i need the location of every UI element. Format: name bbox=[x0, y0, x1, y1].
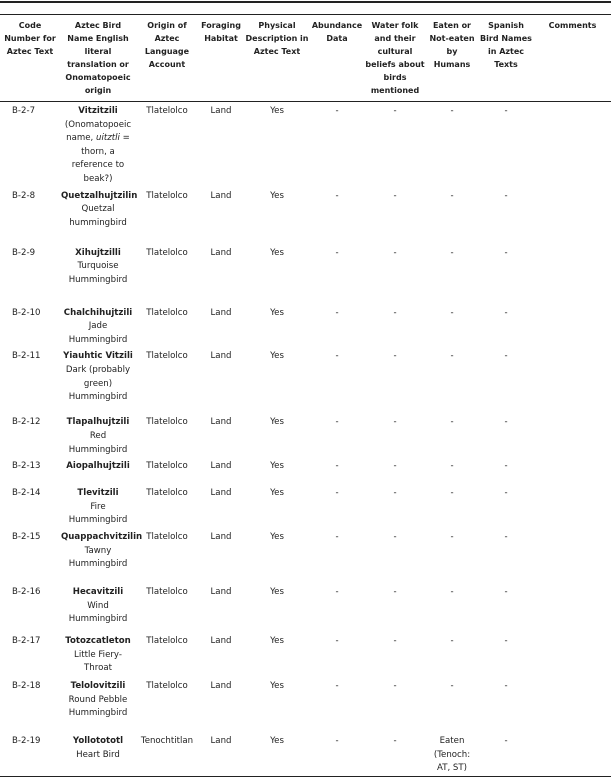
cell-origin: Tlatelolco bbox=[146, 586, 188, 597]
cell-water: - bbox=[393, 190, 397, 201]
cell-name bbox=[60, 304, 136, 348]
cell-phys: Yes bbox=[270, 635, 284, 646]
cell-name bbox=[60, 484, 136, 528]
cell-eaten: - bbox=[450, 680, 454, 691]
bird-name: Chalchihujtzili bbox=[63, 307, 133, 318]
cell-eaten: - bbox=[450, 531, 454, 542]
cell-phys: Yes bbox=[270, 351, 284, 362]
cell-abund: - bbox=[335, 307, 339, 318]
cell-habitat: Land bbox=[210, 586, 232, 597]
cell-origin: Tlatelolco bbox=[146, 307, 188, 318]
cell-eaten: - bbox=[450, 307, 454, 318]
cell-spanish: - bbox=[504, 247, 508, 258]
cell-habitat: Land bbox=[210, 190, 232, 201]
cell-water: - bbox=[393, 461, 397, 472]
bird-name: Aiopalhujtzili bbox=[66, 461, 130, 472]
column-header: Spanish Bird Names in Aztec Texts bbox=[480, 21, 532, 69]
cell-eaten: - bbox=[450, 586, 454, 597]
cell-spanish: - bbox=[504, 586, 508, 597]
bird-name: Yollotototl bbox=[72, 735, 124, 746]
table-row bbox=[0, 457, 611, 484]
cell-phys: Yes bbox=[270, 190, 284, 201]
cell-name bbox=[60, 677, 136, 732]
cell-habitat: Land bbox=[210, 635, 232, 646]
cell-abund: - bbox=[335, 531, 339, 542]
table-row bbox=[0, 677, 611, 732]
cell-spanish: - bbox=[504, 531, 508, 542]
column-header: Code Number for Aztec Text bbox=[4, 21, 56, 56]
table-row bbox=[0, 102, 611, 187]
cell-name bbox=[60, 244, 136, 304]
cell-name bbox=[60, 457, 136, 484]
cell-water: - bbox=[393, 307, 397, 318]
cell-water: - bbox=[393, 531, 397, 542]
bird-name: Tlapalhujtzili bbox=[66, 417, 130, 428]
cell-name bbox=[60, 187, 136, 244]
cell-habitat: Land bbox=[210, 307, 232, 318]
cell-abund: - bbox=[335, 190, 339, 201]
cell-habitat: Land bbox=[210, 488, 232, 499]
cell-phys: Yes bbox=[270, 488, 284, 499]
cell-origin: Tlatelolco bbox=[146, 488, 188, 499]
cell-water: - bbox=[393, 735, 397, 746]
cell-code: B-2-13 bbox=[12, 461, 41, 472]
cell-name bbox=[60, 413, 136, 457]
cell-origin: Tenochtitlan bbox=[140, 735, 194, 746]
cell-name bbox=[60, 347, 136, 413]
cell-abund: - bbox=[335, 247, 339, 258]
translation: Quetzal hummingbird bbox=[69, 204, 127, 228]
translation: Dark (probably green) Hummingbird bbox=[65, 364, 131, 403]
table-row bbox=[0, 484, 611, 528]
column-header: Physical Description in Aztec Text bbox=[245, 21, 309, 56]
translation: Turquoise Hummingbird bbox=[68, 261, 128, 285]
table-row bbox=[0, 632, 611, 677]
translation: Red Hummingbird bbox=[68, 430, 128, 455]
cell-water: - bbox=[393, 106, 397, 116]
table-row bbox=[0, 732, 611, 776]
translation: Fire Hummingbird bbox=[68, 501, 128, 526]
column-header: Origin of Aztec Language Account bbox=[144, 21, 190, 69]
cell-habitat: Land bbox=[210, 461, 232, 472]
cell-comments bbox=[534, 484, 611, 528]
cell-spanish: - bbox=[504, 680, 508, 691]
column-header: Water folk and their cultural beliefs about birds mentioned bbox=[365, 21, 425, 95]
cell-spanish: - bbox=[504, 635, 508, 646]
cell-spanish: - bbox=[504, 461, 508, 472]
cell-habitat: Land bbox=[210, 417, 232, 428]
translation: Tawny Hummingbird bbox=[68, 545, 128, 570]
cell-code: B-2-10 bbox=[12, 307, 41, 318]
translation: Jade Hummingbird bbox=[68, 321, 128, 345]
cell-origin: Tlatelolco bbox=[146, 351, 188, 362]
cell-abund: - bbox=[335, 488, 339, 499]
cell-water: - bbox=[393, 488, 397, 499]
cell-abund: - bbox=[335, 461, 339, 472]
cell-code: B-2-14 bbox=[12, 488, 41, 499]
cell-origin: Tlatelolco bbox=[146, 247, 188, 258]
cell-water: - bbox=[393, 635, 397, 646]
table-row bbox=[0, 187, 611, 244]
column-header: Abundance Data bbox=[311, 21, 363, 43]
cell-comments bbox=[534, 528, 611, 583]
cell-phys: Yes bbox=[270, 247, 284, 258]
translation: Little Fiery-Throat bbox=[74, 649, 122, 674]
table-row bbox=[0, 347, 611, 413]
bird-name: Quappachvitzilin bbox=[61, 531, 143, 542]
cell-origin: Tlatelolco bbox=[146, 461, 188, 472]
table-row bbox=[0, 244, 611, 304]
cell-abund: - bbox=[335, 106, 339, 116]
cell-comments bbox=[534, 583, 611, 632]
cell-abund: - bbox=[335, 635, 339, 646]
cell-spanish: - bbox=[504, 190, 508, 201]
bird-name: Vitzitzili bbox=[78, 106, 118, 116]
cell-origin: Tlatelolco bbox=[146, 635, 188, 646]
cell-phys: Yes bbox=[270, 106, 284, 116]
cell-eaten: - bbox=[450, 351, 454, 362]
cell-phys: Yes bbox=[270, 680, 284, 691]
column-header: Aztec Bird Name English literal translation or Onomatopoeic origin bbox=[65, 21, 131, 95]
cell-spanish: - bbox=[504, 417, 508, 428]
translation: (Onomatopoeic name, bbox=[64, 119, 132, 144]
cell-abund: - bbox=[335, 417, 339, 428]
column-header: Foraging Habitat bbox=[201, 21, 241, 43]
cell-habitat: Land bbox=[210, 680, 232, 691]
cell-name bbox=[60, 583, 136, 632]
cell-water: - bbox=[393, 586, 397, 597]
cell-name bbox=[60, 732, 136, 776]
cell-eaten: - bbox=[450, 106, 454, 116]
cell-code: B-2-7 bbox=[12, 106, 36, 116]
cell-comments bbox=[534, 187, 611, 244]
cell-eaten: - bbox=[450, 461, 454, 472]
cell-habitat: Land bbox=[210, 735, 232, 746]
cell-spanish: - bbox=[504, 735, 508, 746]
cell-origin: Tlatelolco bbox=[146, 190, 188, 201]
cell-comments bbox=[534, 347, 611, 413]
cell-spanish: - bbox=[504, 351, 508, 362]
cell-habitat: Land bbox=[210, 106, 232, 116]
translation: = thorn, a reference to beak?) bbox=[71, 133, 130, 184]
cell-abund: - bbox=[335, 351, 339, 362]
cell-spanish: - bbox=[504, 307, 508, 318]
bird-table bbox=[0, 14, 611, 777]
table-row bbox=[0, 528, 611, 583]
translation-italic: uitztli bbox=[96, 133, 120, 144]
cell-code: B-2-15 bbox=[12, 531, 41, 542]
cell-eaten: - bbox=[450, 635, 454, 646]
cell-origin: Tlatelolco bbox=[146, 106, 188, 116]
cell-code: B-2-12 bbox=[12, 417, 41, 428]
bird-name: Totozcatleton bbox=[65, 635, 131, 646]
cell-code: B-2-9 bbox=[12, 247, 36, 258]
cell-name bbox=[60, 528, 143, 583]
cell-comments bbox=[534, 632, 611, 677]
cell-phys: Yes bbox=[270, 461, 284, 472]
cell-comments bbox=[534, 413, 611, 457]
cell-code: B-2-19 bbox=[12, 735, 41, 746]
cell-phys: Yes bbox=[270, 586, 284, 597]
bird-name: Quetzalhujtzilin bbox=[61, 190, 138, 201]
cell-habitat: Land bbox=[210, 531, 232, 542]
cell-phys: Yes bbox=[270, 417, 284, 428]
column-header: Eaten or Not-eaten by Humans bbox=[429, 21, 475, 69]
cell-water: - bbox=[393, 351, 397, 362]
table-row bbox=[0, 304, 611, 348]
header-row bbox=[0, 15, 611, 102]
translation: Heart Bird bbox=[76, 749, 120, 760]
cell-code: B-2-8 bbox=[12, 190, 36, 201]
cell-water: - bbox=[393, 680, 397, 691]
cell-water: - bbox=[393, 417, 397, 428]
cell-origin: Tlatelolco bbox=[146, 417, 188, 428]
cell-abund: - bbox=[335, 586, 339, 597]
bird-name: Tlevitzili bbox=[77, 488, 119, 499]
cell-comments bbox=[534, 732, 611, 776]
cell-phys: Yes bbox=[270, 735, 284, 746]
table-row bbox=[0, 583, 611, 632]
cell-water: - bbox=[393, 247, 397, 258]
cell-abund: - bbox=[335, 680, 339, 691]
cell-name bbox=[60, 632, 136, 677]
bird-name: Telolovitzili bbox=[70, 680, 126, 691]
top-rule bbox=[0, 1, 611, 3]
cell-comments bbox=[534, 102, 611, 187]
bird-name: Hecavitzili bbox=[72, 586, 124, 597]
column-header: Comments bbox=[548, 21, 597, 30]
bird-name: Xihujtzilli bbox=[75, 247, 121, 258]
cell-comments bbox=[534, 457, 611, 484]
cell-name bbox=[60, 102, 136, 187]
table-row bbox=[0, 413, 611, 457]
cell-origin: Tlatelolco bbox=[146, 680, 188, 691]
cell-eaten: - bbox=[450, 190, 454, 201]
cell-origin: Tlatelolco bbox=[146, 531, 188, 542]
cell-spanish: - bbox=[504, 488, 508, 499]
cell-code: B-2-18 bbox=[12, 680, 41, 691]
cell-code: B-2-11 bbox=[12, 351, 41, 362]
cell-code: B-2-17 bbox=[12, 635, 41, 646]
cell-comments bbox=[534, 244, 611, 304]
cell-comments bbox=[534, 304, 611, 348]
cell-habitat: Land bbox=[210, 351, 232, 362]
cell-comments bbox=[534, 677, 611, 732]
cell-eaten: Eaten (Tenoch: AT, ST) bbox=[433, 735, 471, 774]
cell-eaten: - bbox=[450, 488, 454, 499]
cell-eaten: - bbox=[450, 417, 454, 428]
cell-phys: Yes bbox=[270, 307, 284, 318]
translation: Round Pebble Hummingbird bbox=[68, 694, 128, 719]
cell-code: B-2-16 bbox=[12, 586, 41, 597]
cell-habitat: Land bbox=[210, 247, 232, 258]
bird-name: Yiauhtic Vitzili bbox=[63, 351, 133, 362]
cell-spanish: - bbox=[504, 106, 508, 116]
translation: Wind Hummingbird bbox=[68, 600, 128, 625]
cell-abund: - bbox=[335, 735, 339, 746]
cell-eaten: - bbox=[450, 247, 454, 258]
cell-phys: Yes bbox=[270, 531, 284, 542]
